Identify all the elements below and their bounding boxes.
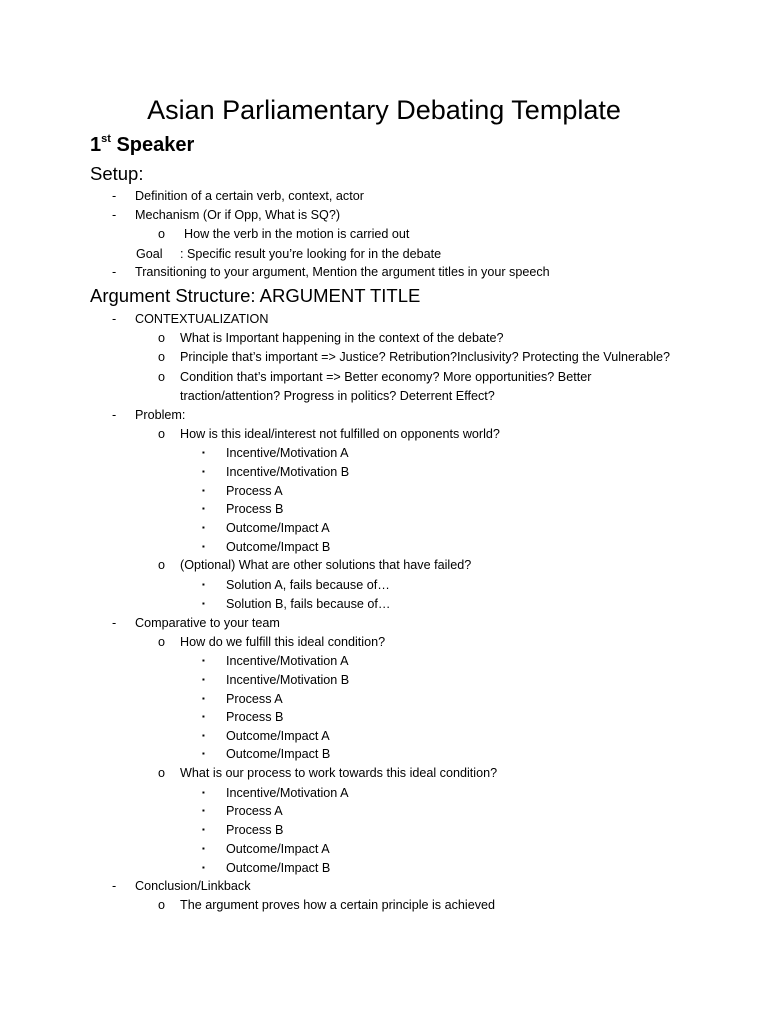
circle-bullet: o bbox=[158, 427, 166, 441]
circle-bullet: o bbox=[158, 766, 166, 780]
speaker-label: Speaker bbox=[116, 134, 195, 156]
speaker-number: 1 bbox=[90, 134, 102, 156]
dash-bullet: - bbox=[112, 312, 117, 326]
square-bullet: ▪ bbox=[202, 825, 205, 834]
setup-item-transitioning: Transitioning to your argument, Mention the argument titles in your speech bbox=[135, 265, 550, 279]
square-bullet: ▪ bbox=[202, 656, 205, 665]
square-bullet: ▪ bbox=[202, 580, 205, 589]
conclusion-label: Conclusion/Linkback bbox=[135, 879, 251, 893]
square-bullet: ▪ bbox=[202, 486, 205, 495]
list-item: Outcome/Impact B bbox=[226, 747, 331, 761]
square-bullet: ▪ bbox=[202, 694, 205, 703]
square-bullet: ▪ bbox=[202, 523, 205, 532]
list-item: Incentive/Motivation A bbox=[226, 446, 349, 460]
circle-bullet: o bbox=[158, 370, 166, 384]
setup-item-mechanism: Mechanism (Or if Opp, What is SQ?) bbox=[135, 208, 341, 222]
problem-question: How is this ideal/interest not fulfilled on opponents world? bbox=[180, 427, 500, 441]
dash-bullet: - bbox=[112, 408, 117, 422]
comparative-label: Comparative to your team bbox=[135, 616, 280, 630]
square-bullet: ▪ bbox=[202, 712, 205, 721]
document-title: Asian Parliamentary Debating Template bbox=[147, 95, 621, 125]
speaker-ordinal-suffix: st bbox=[101, 133, 111, 145]
list-item: Process A bbox=[226, 484, 283, 498]
list-item: Outcome/Impact A bbox=[226, 729, 330, 743]
square-bullet: ▪ bbox=[202, 599, 205, 608]
list-item: Process A bbox=[226, 692, 283, 706]
list-item: Outcome/Impact B bbox=[226, 861, 331, 875]
square-bullet: ▪ bbox=[202, 806, 205, 815]
conclusion-item: The argument proves how a certain principle is achieved bbox=[180, 898, 496, 912]
argument-structure-heading: Argument Structure: ARGUMENT TITLE bbox=[90, 285, 421, 306]
list-item: Process B bbox=[226, 823, 284, 837]
list-item: Incentive/Motivation A bbox=[226, 786, 349, 800]
setup-heading: Setup: bbox=[90, 163, 144, 184]
dash-bullet: - bbox=[112, 189, 117, 203]
circle-bullet: o bbox=[158, 227, 166, 241]
list-item: Solution B, fails because of… bbox=[226, 597, 391, 611]
list-item: Solution A, fails because of… bbox=[226, 578, 390, 592]
list-item: Process B bbox=[226, 710, 284, 724]
setup-item-definition: Definition of a certain verb, context, actor bbox=[135, 189, 364, 203]
list-item: Incentive/Motivation B bbox=[226, 673, 350, 687]
circle-bullet: o bbox=[158, 331, 166, 345]
square-bullet: ▪ bbox=[202, 504, 205, 513]
contextualization-label: CONTEXTUALIZATION bbox=[135, 312, 269, 326]
goal-text: : Specific result you’re looking for in the debate bbox=[180, 247, 442, 261]
square-bullet: ▪ bbox=[202, 844, 205, 853]
circle-bullet: o bbox=[158, 635, 166, 649]
list-item: Process A bbox=[226, 804, 283, 818]
dash-bullet: - bbox=[112, 208, 117, 222]
circle-bullet: o bbox=[158, 558, 166, 572]
square-bullet: ▪ bbox=[202, 675, 205, 684]
speaker-heading bbox=[90, 132, 194, 158]
square-bullet: ▪ bbox=[202, 749, 205, 758]
dash-bullet: - bbox=[112, 616, 117, 630]
list-item: Process B bbox=[226, 502, 284, 516]
problem-label: Problem: bbox=[135, 408, 186, 422]
list-item: Incentive/Motivation A bbox=[226, 654, 349, 668]
square-bullet: ▪ bbox=[202, 863, 205, 872]
list-item: Outcome/Impact A bbox=[226, 842, 330, 856]
list-item: Outcome/Impact A bbox=[226, 521, 330, 535]
list-item: Incentive/Motivation B bbox=[226, 465, 350, 479]
context-item: What is Important happening in the context of the debate? bbox=[180, 331, 504, 345]
context-item-continuation: traction/attention? Progress in politics? Deterrent Effect? bbox=[180, 389, 495, 403]
dash-bullet: - bbox=[112, 879, 117, 893]
square-bullet: ▪ bbox=[202, 788, 205, 797]
goal-label: Goal bbox=[136, 247, 163, 261]
context-item: Condition that’s important => Better economy? More opportunities? Better bbox=[180, 370, 592, 384]
dash-bullet: - bbox=[112, 265, 117, 279]
square-bullet: ▪ bbox=[202, 542, 205, 551]
list-item: Outcome/Impact B bbox=[226, 540, 331, 554]
circle-bullet: o bbox=[158, 898, 166, 912]
setup-subitem-verb: How the verb in the motion is carried out bbox=[184, 227, 410, 241]
problem-question: (Optional) What are other solutions that have failed? bbox=[180, 558, 472, 572]
comparative-question: What is our process to work towards this ideal condition? bbox=[180, 766, 498, 780]
comparative-question: How do we fulfill this ideal condition? bbox=[180, 635, 386, 649]
square-bullet: ▪ bbox=[202, 467, 205, 476]
circle-bullet: o bbox=[158, 350, 166, 364]
square-bullet: ▪ bbox=[202, 731, 205, 740]
context-item: Principle that’s important => Justice? Retribution?Inclusivity? Protecting the Vulnerable? bbox=[180, 350, 671, 364]
square-bullet: ▪ bbox=[202, 448, 205, 457]
